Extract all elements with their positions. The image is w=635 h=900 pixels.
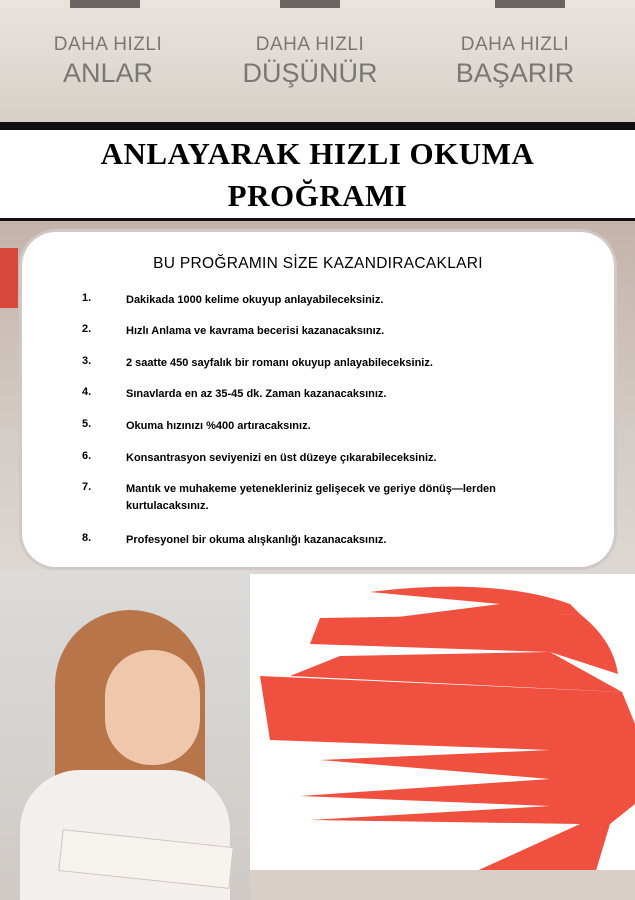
title-line-1: ANLAYARAK HIZLI OKUMA [100,136,535,171]
red-accent-strip [0,248,18,308]
title-line-2: PROĞRAMI [227,178,408,213]
speed-head-logo [250,574,635,870]
top-banner [0,0,635,122]
benefits-card [22,232,614,567]
item-number: 2. [82,323,92,335]
item-text: Mantık ve muhakeme yetenekleriniz gelişecek ve geriye dönüş—lerden kurtulacaksınız. [126,483,496,512]
item-number: 8. [82,532,92,544]
slogan-small: DAHA HIZLI [255,34,365,55]
slogan-anlar [38,34,178,89]
speed-head-icon [250,574,635,870]
slogan-basarir [440,34,590,89]
item-text: Hızlı Anlama ve kavrama becerisi kazanacaksınız. [126,325,385,337]
banner-tab [70,0,140,8]
item-text: Konsantrasyon seviyenizi en üst düzeye çıkarabileceksiniz. [126,452,437,464]
banner-tab [280,0,340,8]
slogan-small: DAHA HIZLI [53,34,163,55]
benefits-heading: BU PROĞRAMIN SİZE KAZANDIRACAKLARI [153,255,483,272]
banner-tab [495,0,565,8]
item-number: 7. [82,481,92,493]
item-text: Profesyonel bir okuma alışkanlığı kazanacaksınız. [126,534,387,546]
item-text: Sınavlarda en az 35-45 dk. Zaman kazanacaksınız. [126,388,387,400]
item-number: 1. [82,292,92,304]
item-text: 2 saatte 450 sayfalık bir romanı okuyup anlayabileceksiniz. [126,357,433,369]
photo-face [105,650,200,765]
slogan-big: DÜŞÜNÜR [242,58,378,88]
title-rule-top [0,122,635,130]
slogan-dusunur [230,34,390,89]
page-title [0,130,635,218]
item-number: 5. [82,418,92,430]
item-number: 4. [82,386,92,398]
item-number: 6. [82,450,92,462]
item-number: 3. [82,355,92,367]
reading-girl-photo [0,570,250,900]
slogan-small: DAHA HIZLI [460,34,570,55]
item-text: Okuma hızınızı %400 artıracaksınız. [126,420,311,432]
item-text: Dakikada 1000 kelime okuyup anlayabileceksiniz. [126,294,384,306]
slogan-big: ANLAR [62,58,154,88]
slogan-big: BAŞARIR [455,58,575,88]
